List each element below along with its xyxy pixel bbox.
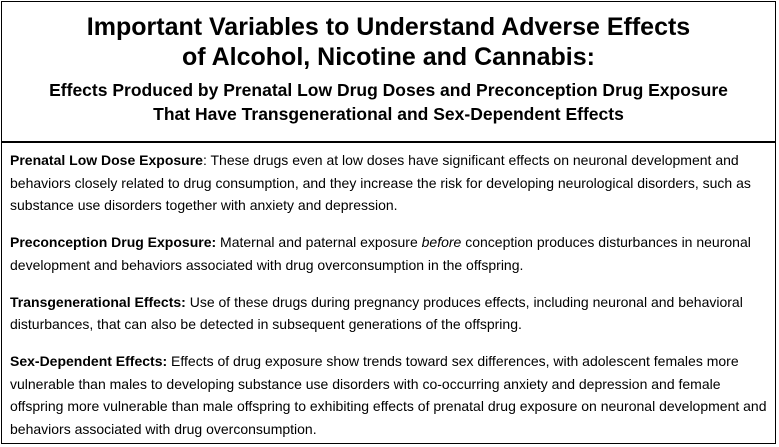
header-box <box>2 2 775 143</box>
section-emphasis: before <box>421 234 462 250</box>
section-transgenerational <box>10 291 767 336</box>
title-line-2: of Alcohol, Nicotine and Cannabis: <box>182 43 595 71</box>
content-body <box>10 149 767 440</box>
figure-frame <box>1 1 776 444</box>
section-text: : These drugs even at low doses have significant effects on neuronal development and behaviors closely related to drug consumption, and they increase the risk for developing neurological disorders, such as substance use disorders together with anxiety and depression. <box>10 152 751 213</box>
page-title <box>2 2 775 72</box>
section-text: conception produces disturbances in neuronal development and behaviors associated with drug overconsumption in the offspring. <box>10 234 751 273</box>
section-term: Prenatal Low Dose Exposure <box>10 152 203 168</box>
subtitle-line-2: That Have Transgenerational and Sex-Dependent Effects <box>153 104 624 124</box>
title-line-1: Important Variables to Understand Adverse Effects <box>86 13 691 41</box>
section-term: Preconception Drug Exposure: <box>10 234 217 250</box>
section-text: Use of these drugs during pregnancy produces effects, including neuronal and behavioral disturbances, that can also be detected in subsequent generations of the offspring. <box>10 293 743 332</box>
section-sex-dependent <box>10 350 767 440</box>
section-text: Maternal and paternal exposure <box>216 234 422 250</box>
section-preconception <box>10 231 767 276</box>
section-term: Transgenerational Effects: <box>10 293 186 310</box>
section-text: Effects of drug exposure show trends toward sex differences, with adolescent females more vulnerable than males to developing substance use disorders with co-occurring anxiety and depression and female offspring more vulnerable than male offspring to exhibiting effects of prenatal drug exposure on neuronal development and behaviors associated with drug overconsumption. <box>10 353 767 437</box>
page-subtitle <box>2 78 775 126</box>
section-prenatal-low-dose <box>10 149 767 217</box>
section-term: Sex-Dependent Effects: <box>10 353 168 369</box>
subtitle-line-1: Effects Produced by Prenatal Low Drug Doses and Preconception Drug Exposure <box>49 80 728 100</box>
